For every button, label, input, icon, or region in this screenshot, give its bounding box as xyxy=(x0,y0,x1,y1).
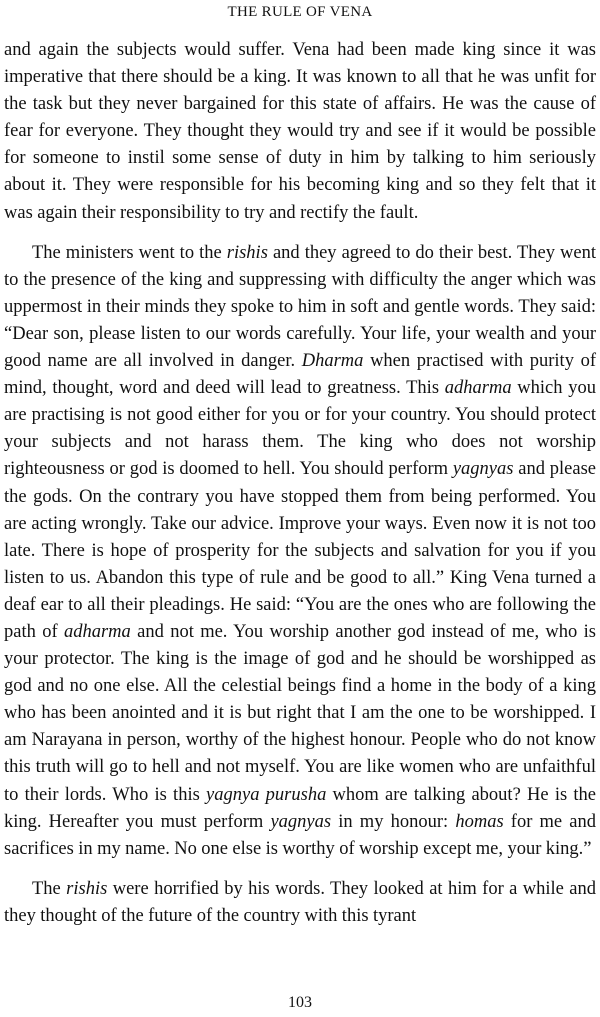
italic-term: rishis xyxy=(66,878,108,899)
italic-term: adharma xyxy=(444,378,512,399)
paragraph: and again the subjects would suffer. Vena had been made king since it was imperative that there should be a king. It was known to all that he was unfit for the task but they never bargained for this state of affairs. He was the cause of fear for everyone. They thought they would try and see if it would be possible for someone to instil some sense of duty in him by talking to him seriously about it. They were responsible for his becoming king and so they felt that it was again their responsibility to try and rectify the fault. xyxy=(4,40,596,223)
italic-term: Dharma xyxy=(301,351,364,372)
italic-term: yagnya purusha xyxy=(206,784,327,805)
italic-term: yagnyas xyxy=(270,811,332,832)
italic-term: yagnyas xyxy=(452,459,514,480)
page-body xyxy=(4,37,596,930)
paragraph: The rishis were horrified by his words. They looked at him for a while and they thought of the future of the country with this tyrant xyxy=(4,878,596,926)
paragraph: The ministers went to the rishis and they agreed to do their best. They went to the presence of the king and suppressing with difficulty the anger which was uppermost in their minds they spoke to him in soft and gentle words. They said: “Dear son, please listen to our words carefully. Your life, your wealth and your good name are all involved in danger. Dharma when practised with purity of mind, thought, word and deed will lead to greatness. This adharma which you are practising is not good either for you or for your country. You should protect your subjects and not harass them. The king who does not worship righteousness or god is doomed to hell. You should perform yagnyas and please the gods. On the contrary you have stopped them from being performed. You are acting wrongly. Take our advice. Improve your ways. Even now it is not too late. There is hope of prosperity for the subjects and salvation for you if you listen to us. Abandon this type of rule and be good to all.” King Vena turned a deaf ear to all their pleadings. He said: “You are the ones who are following the path of adharma and not me. You worship another god instead of me, who is your protector. The king is the image of god and he should be worshipped as god and no one else. All the celestial beings find a home in the body of a king who has been anointed and it is but right that I am the one to be worshipped. I am Narayana in person, worthy of the highest honour. People who do not know this truth will go to hell and not myself. You are like women who are unfaithful to their lords. Who is this yagnya purusha whom are talking about? He is the king. Hereafter you must perform yagnyas in my honour: homas for me and sacrifices in my name. No one else is worthy of worship except me, your king.” xyxy=(4,242,597,859)
running-header: THE RULE OF VENA xyxy=(227,4,373,20)
italic-term: rishis xyxy=(226,242,268,263)
italic-term: homas xyxy=(455,811,504,832)
page-number: 103 xyxy=(288,994,312,1011)
italic-term: adharma xyxy=(63,621,131,642)
